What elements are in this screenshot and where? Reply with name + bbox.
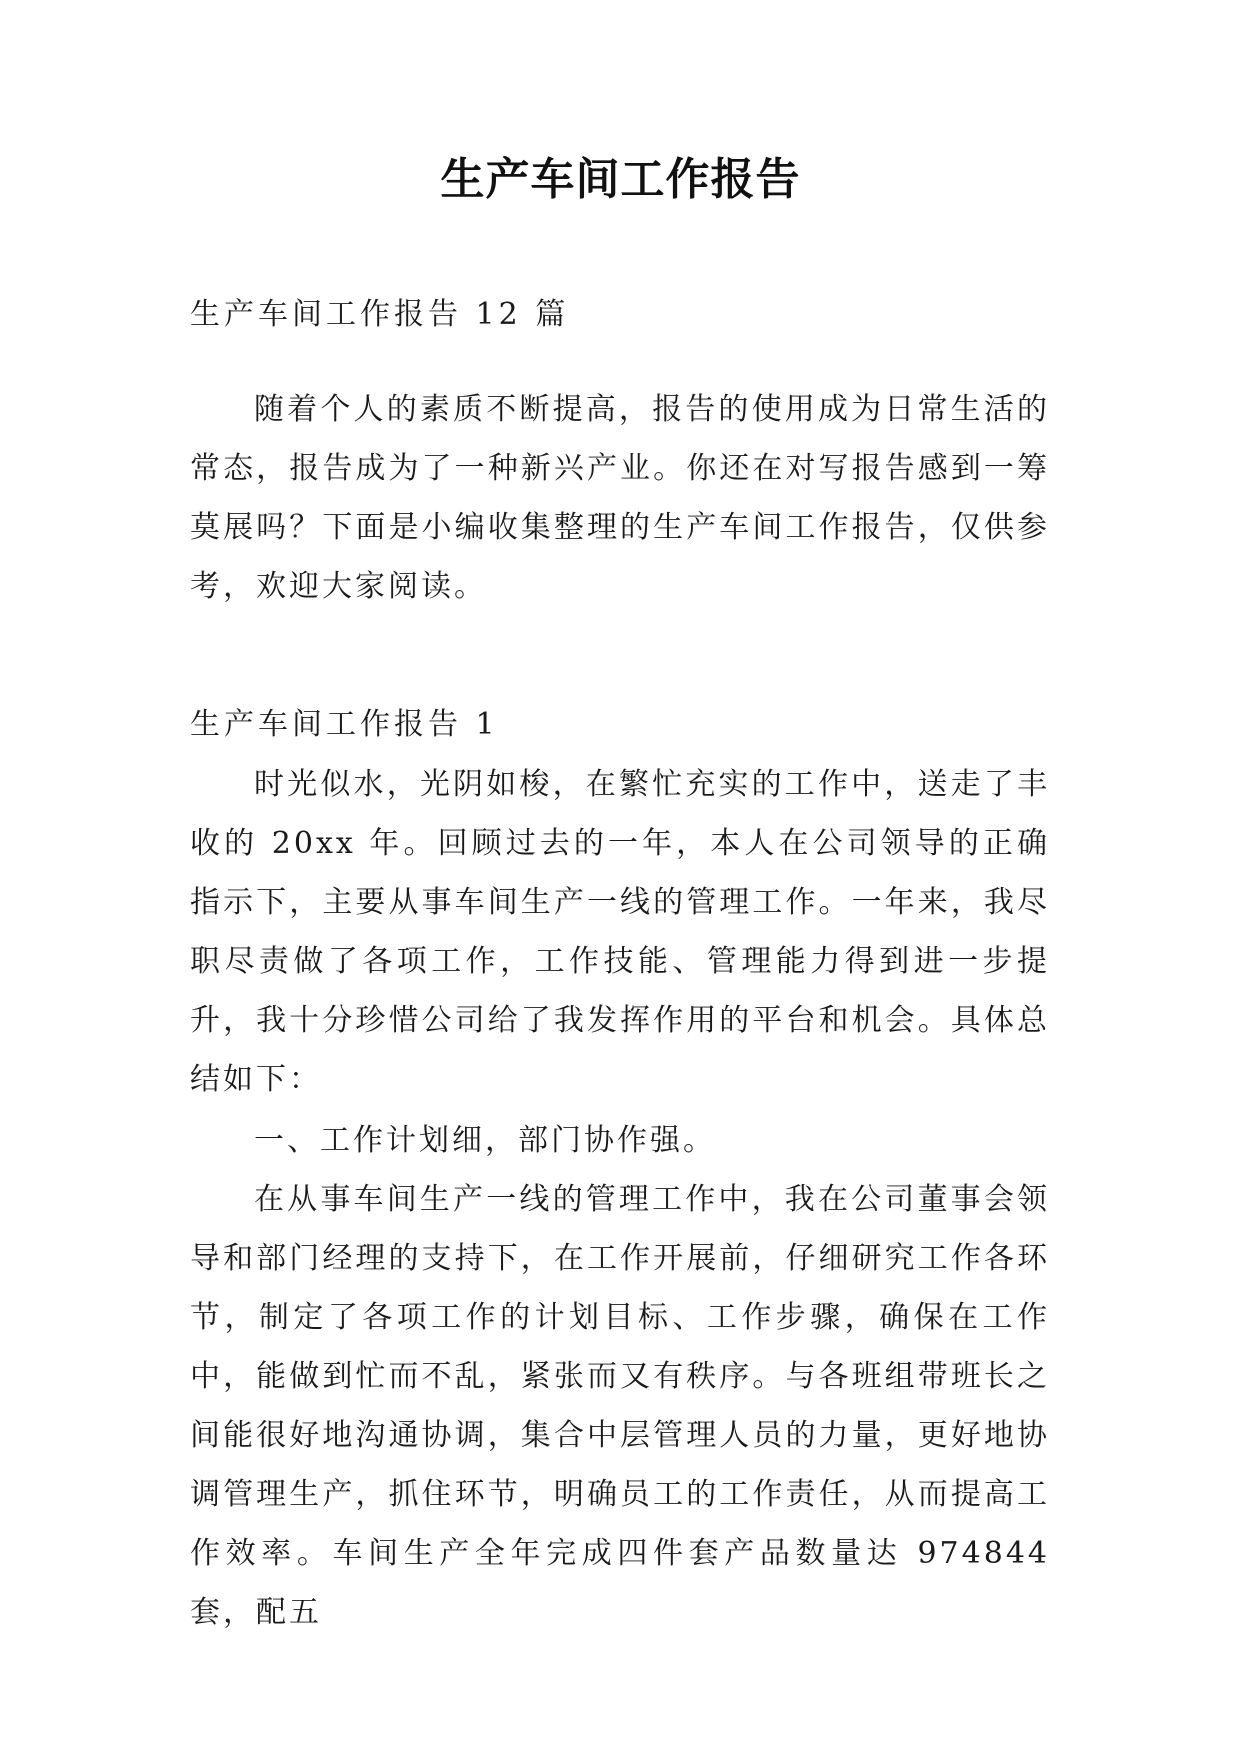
section-heading: 生产车间工作报告 1: [190, 707, 499, 742]
body-paragraph-3: 在从事车间生产一线的管理工作中，我在公司董事会领导和部门经理的支持下，在工作开展前，仔细研究工作各环节，制定了各项工作的计划目标、工作步骤，确保在工作中，能做到忙而不乱，紧张而又有秩序。与各班组带班长之间能很好地沟通协调，集合中层管理人员的力量，更好地协调管理生产，抓住环节，明确员工的工作责任，从而提高工作效率。车间生产全年完成四件套产品数量达 974844 套，配五: [190, 1182, 1050, 1630]
document-subtitle: 生产车间工作报告 12 篇: [190, 297, 570, 332]
body-paragraph-1: 时光似水，光阴如梭，在繁忙充实的工作中，送走了丰收的 20xx 年。回顾过去的一年，本人在公司领导的正确指示下，主要从事车间生产一线的管理工作。一年来，我尽职尽责做了各项工作，工作技能、管理能力得到进一步提升，我十分珍惜公司给了我发挥作用的平台和机会。具体总结如下：: [190, 767, 1050, 1097]
body-paragraph-2: 一、工作计划细，部门协作强。: [254, 1123, 716, 1158]
document-title: 生产车间工作报告: [440, 154, 801, 205]
intro-paragraph: 随着个人的素质不断提高，报告的使用成为日常生活的常态，报告成为了一种新兴产业。你还在对写报告感到一筹莫展吗？下面是小编收集整理的生产车间工作报告，仅供参考，欢迎大家阅读。: [190, 392, 1050, 604]
